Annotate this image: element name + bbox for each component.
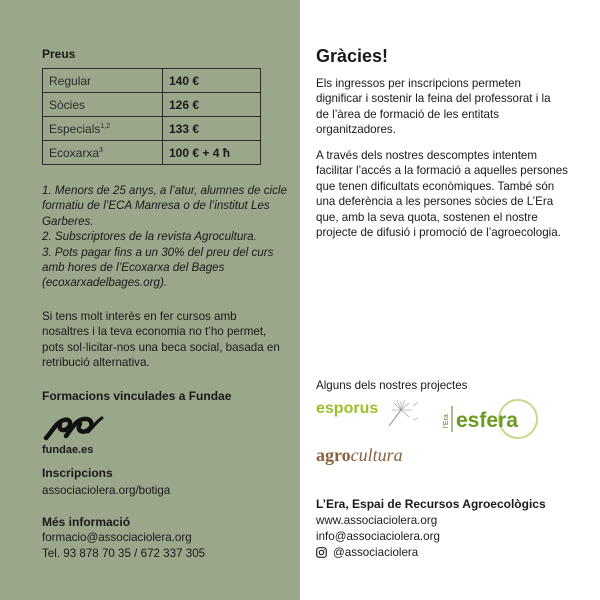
mes-info-email[interactable]: formacio@associaciolera.org [42,531,192,544]
footnote-2: 2. Subscriptores de la revista Agrocultura. [42,230,257,244]
esfera-circle-icon [442,398,546,440]
projects-title: Alguns dels nostres projectes [316,379,468,392]
agro-text: agro [316,445,351,465]
inscripcions-title: Inscripcions [42,466,113,480]
esporus-logo[interactable] [316,400,419,428]
mes-info-tel: Tel. 93 878 70 35 / 672 337 305 [42,547,206,560]
table-row [43,93,261,117]
email-link[interactable]: info@associaciolera.org [316,530,440,543]
table-row [43,141,261,165]
beca-text: Si tens molt interès en fer cursos amb nosaltres i la teva economia no t’ho permet, pots sol·licitar-nos una beca social, basada en retribució alternativa. [42,310,280,370]
cultura-text: cultura [350,445,403,465]
mes-info-title: Més informació [42,515,131,529]
dandelion-icon [385,400,419,428]
right-panel [300,0,600,600]
paragraph-1: Els ingressos per inscripcions permeten dignificar i sostenir la feina del professorat i la de l’àrea de formació de les entitats organitzadores. [316,77,551,137]
esporus-logo-text: esporus [316,400,379,417]
website-link[interactable]: www.associaciolera.org [316,514,438,527]
agrocultura-logo[interactable] [316,445,403,466]
esfera-logo[interactable] [442,398,546,445]
instagram-handle: @associaciolera [333,546,419,559]
paragraph-2: A través dels nostres descomptes intentem facilitar l’accés a la formació a aquelles persones que tenen dificultats econòmiques. També són una deferència a les persones sòcies de L’Era que, amb la seva quota, sostenen el nostre projecte de difusió i promoció de l’agroecologia. [316,149,568,240]
price-value: 140 € [163,69,261,93]
price-value: 126 € [163,93,261,117]
table-row [43,69,261,93]
prices-table [42,68,261,165]
footnote-1: 1. Menors de 25 anys, a l’atur, alumnes de cicle formatiu de l’ECA Manresa o de l’institut Les Garberes. [42,184,287,228]
prices-title: Preus [42,47,76,61]
price-label: Especials$^{1,2}$ [43,117,163,141]
footnote-3: 3. Pots pagar fins a un 30% del preu del curs amb hores de l’Ecoxarxa del Bages (ecoxarxadelbages.org). [42,245,274,290]
price-value: 100 € + 4 ħ [163,141,261,165]
fundae-title: Formacions vinculades a Fundae [42,389,232,403]
page-title: Gràcies! [316,46,389,66]
price-label: Ecoxarxa$^3$ [43,141,163,165]
price-label: Sòcies [43,93,163,117]
inscripcions-link[interactable]: associaciolera.org/botiga [42,484,171,497]
org-name: L’Era, Espai de Recursos Agroecològics [316,497,546,511]
table-row [43,117,261,141]
fundae-logo-text: fundae.es [42,444,94,456]
instagram-icon [316,547,327,558]
price-label: Regular [43,69,163,93]
price-value: 133 € [163,117,261,141]
footnotes [42,183,292,291]
instagram-link[interactable] [316,546,418,559]
esfera-small-text: l'Era [443,414,450,428]
esfera-text: esfera [456,409,518,432]
